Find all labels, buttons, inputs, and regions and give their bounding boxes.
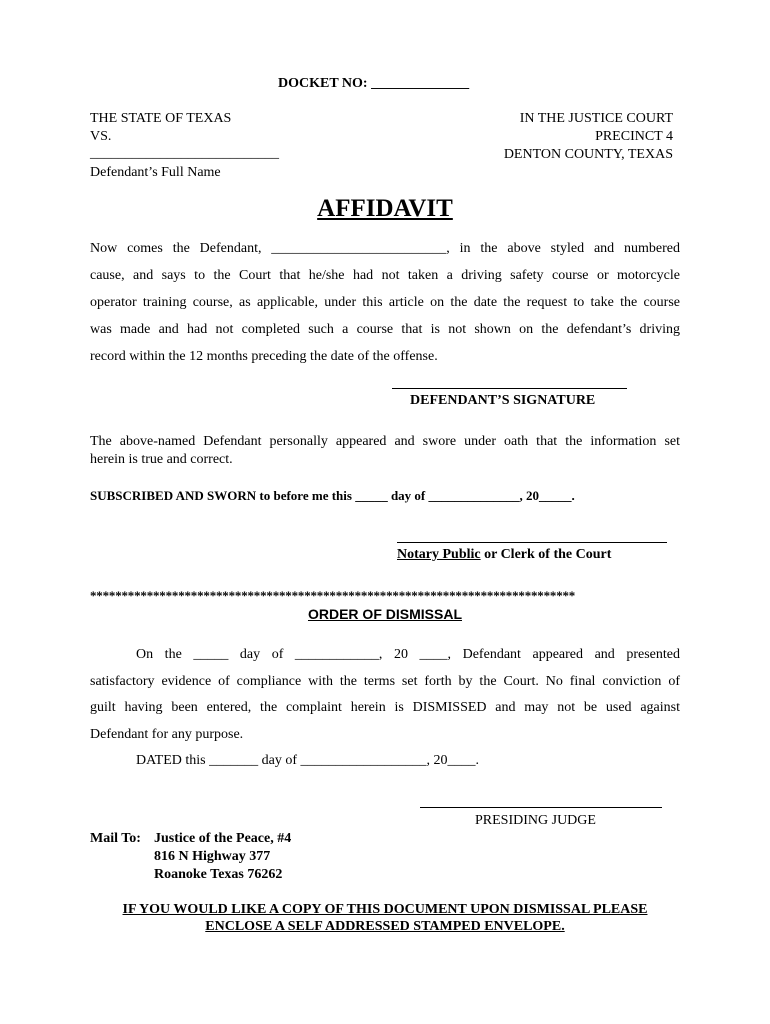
affidavit-line-3: operator training course, as applicable, under this article on the date the request to take the course xyxy=(90,295,680,310)
defendant-name-blank: ___________________________ xyxy=(90,146,279,161)
caption-county: DENTON COUNTY, TEXAS xyxy=(503,147,673,162)
sworn-line-1: The above-named Defendant personally appeared and swore under oath that the information set xyxy=(90,434,680,449)
docket-label: DOCKET NO: xyxy=(278,76,368,91)
notice-line-2: ENCLOSE A SELF ADDRESSED STAMPED ENVELOPE. xyxy=(205,919,565,934)
judge-signature-line xyxy=(420,807,662,808)
subscribed-line: SUBSCRIBED AND SWORN to before me this _____ day of ______________, 20_____. xyxy=(90,488,575,503)
docket-blank: ______________ xyxy=(371,76,470,91)
caption-court: IN THE JUSTICE COURT xyxy=(519,111,673,126)
notary-signature-line xyxy=(397,542,667,543)
order-title: ORDER OF DISMISSAL xyxy=(307,606,462,622)
separator-stars: ***************************************************************************** xyxy=(90,588,576,603)
order-line-3: guilt having been entered, the complaint herein is DISMISSED and may not be used against xyxy=(90,700,680,715)
order-line-4: Defendant for any purpose. xyxy=(90,727,244,742)
mail-to-label: Mail To: xyxy=(90,831,141,846)
sworn-line-2: herein is true and correct. xyxy=(90,452,233,467)
defendant-signature-label: DEFENDANT’S SIGNATURE xyxy=(410,393,596,408)
mail-to-line-1: Justice of the Peace, #4 xyxy=(154,831,292,846)
affidavit-line-1: Now comes the Defendant, _________________________, in the above styled and numbered xyxy=(90,241,680,256)
affidavit-line-4: was made and had not completed such a course that is not shown on the defendant’s driving xyxy=(90,322,680,337)
judge-signature-label: PRESIDING JUDGE xyxy=(475,813,596,828)
affidavit-line-5: record within the 12 months preceding the date of the offense. xyxy=(90,349,438,364)
order-line-2: satisfactory evidence of compliance with the terms set forth by the Court. No final conviction of xyxy=(90,674,680,689)
notary-public-label: Notary Public xyxy=(397,547,481,562)
affidavit-title: AFFIDAVIT xyxy=(317,195,453,222)
mail-to-line-3: Roanoke Texas 76262 xyxy=(154,867,283,882)
defendant-name-label: Defendant’s Full Name xyxy=(90,165,221,180)
clerk-label: or Clerk of the Court xyxy=(480,547,612,562)
notice-line-1: IF YOU WOULD LIKE A COPY OF THIS DOCUMENT UPON DISMISSAL PLEASE xyxy=(122,902,648,917)
mail-to-line-2: 816 N Highway 377 xyxy=(154,849,271,864)
caption-vs: VS. xyxy=(90,129,112,144)
docket-number xyxy=(278,76,469,92)
order-line-1: On the _____ day of ____________, 20 ____, Defendant appeared and presented xyxy=(136,647,680,662)
affidavit-line-2: cause, and says to the Court that he/she had not taken a driving safety course or motorcycle xyxy=(90,268,680,283)
caption-precinct: PRECINCT 4 xyxy=(595,129,673,144)
caption-state: THE STATE OF TEXAS xyxy=(90,111,232,126)
dated-line: DATED this _______ day of __________________, 20____. xyxy=(136,753,479,768)
defendant-signature-line xyxy=(392,388,627,389)
notary-signature-label xyxy=(397,547,611,563)
